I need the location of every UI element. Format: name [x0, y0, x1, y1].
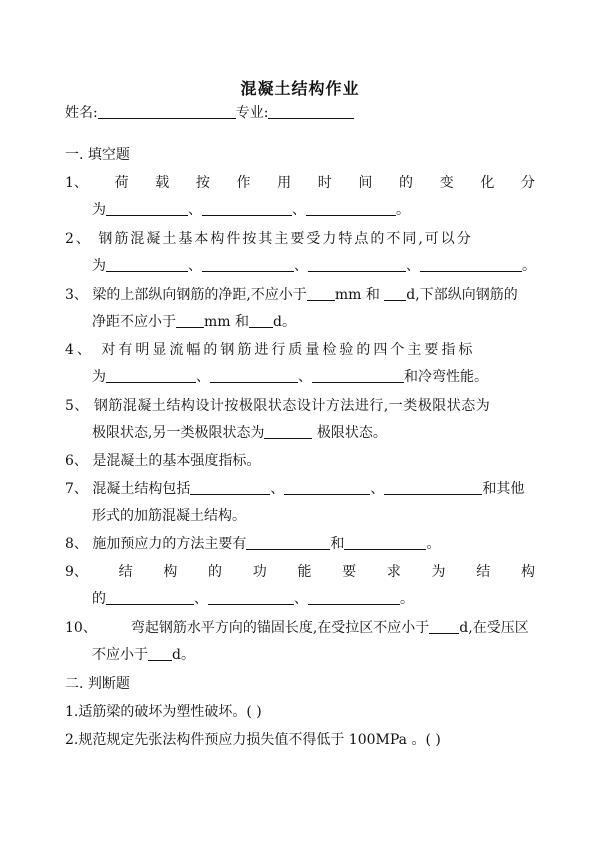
answer-blank[interactable]: [106, 201, 188, 216]
page-title: 混凝土结构作业: [240, 79, 360, 98]
question-6: 6、 是混凝土的基本强度指标。: [65, 453, 261, 469]
answer-blank[interactable]: [306, 201, 396, 216]
answer-blank[interactable]: [420, 257, 522, 272]
answer-blank[interactable]: [344, 535, 426, 550]
answer-blank[interactable]: [106, 368, 196, 383]
answer-blank[interactable]: [148, 646, 172, 661]
question-4-line2: 为 、 、 和冷弯性能。: [92, 369, 488, 385]
question-5-line2: 极限状态,另一类极限状态为 极限状态。: [92, 425, 387, 441]
answer-blank[interactable]: [202, 201, 292, 216]
section-heading-fill-in: 一. 填空题: [65, 147, 130, 163]
true-false-item-2: 2.规范规定先张法构件预应力损失值不得低于 100MPa 。( ): [65, 732, 441, 748]
question-7-line1: 7、 混凝土结构包括 、 、 和其他: [65, 481, 525, 497]
answer-blank[interactable]: [284, 480, 370, 495]
answer-blank[interactable]: [312, 368, 404, 383]
question-2-line1: 2、 钢筋混凝土基本构件按其主要受力特点的不同,可以分: [65, 231, 473, 247]
major-label: 专业:: [235, 105, 269, 121]
question-4-line1: 4、 对有明显流幅的钢筋进行质量检验的四个主要指标: [65, 342, 476, 358]
answer-blank[interactable]: [249, 313, 273, 328]
answer-blank[interactable]: [246, 535, 330, 550]
question-10-line2: 不应小于 d。: [92, 647, 195, 663]
answer-blank[interactable]: [429, 619, 459, 634]
question-9-line2: 的 、 、 。: [92, 591, 414, 607]
answer-blank[interactable]: [307, 286, 335, 301]
question-1-line2: 为 、 、 。: [92, 202, 410, 218]
answer-blank[interactable]: [176, 313, 204, 328]
major-blank[interactable]: [268, 104, 354, 119]
section-heading-true-false: 二. 判断题: [65, 676, 130, 692]
question-1-line1: 1、 荷 载 按 作 用 时 间 的 变 化 分: [65, 175, 535, 191]
true-false-item-1: 1.适筋梁的破坏为塑性破坏。( ): [65, 704, 262, 720]
answer-blank[interactable]: [202, 257, 294, 272]
answer-blank[interactable]: [106, 590, 194, 605]
answer-blank[interactable]: [208, 590, 294, 605]
question-8: 8、 施加预应力的方法主要有 和 。: [65, 536, 441, 552]
question-3-line1: 3、 梁的上部纵向钢筋的净距,不应小于 mm 和 d,下部纵向钢筋的: [65, 287, 518, 303]
question-2-line2: 为 、 、 、 。: [92, 258, 536, 274]
answer-blank[interactable]: [384, 286, 406, 301]
question-7-line2: 形式的加筋混凝土结构。: [92, 508, 246, 524]
question-3-line2: 净距不应小于 mm 和 d。: [92, 314, 296, 330]
question-9-line1: 9、 结 构 的 功 能 要 求 为 结 构: [65, 564, 535, 580]
answer-blank[interactable]: [264, 424, 312, 439]
answer-blank[interactable]: [308, 590, 400, 605]
question-10-line1: 10、 弯起钢筋水平方向的锚固长度,在受拉区不应小于 d,在受压区: [65, 620, 529, 636]
answer-blank[interactable]: [106, 257, 188, 272]
name-label: 姓名:: [65, 105, 98, 121]
answer-blank[interactable]: [308, 257, 406, 272]
question-5-line1: 5、 钢筋混凝土结构设计按极限状态设计方法进行,一类极限状态为: [65, 398, 491, 414]
answer-blank[interactable]: [210, 368, 298, 383]
student-info-row: [65, 104, 354, 122]
answer-blank[interactable]: [190, 480, 270, 495]
name-blank[interactable]: [98, 104, 236, 119]
answer-blank[interactable]: [384, 480, 482, 495]
